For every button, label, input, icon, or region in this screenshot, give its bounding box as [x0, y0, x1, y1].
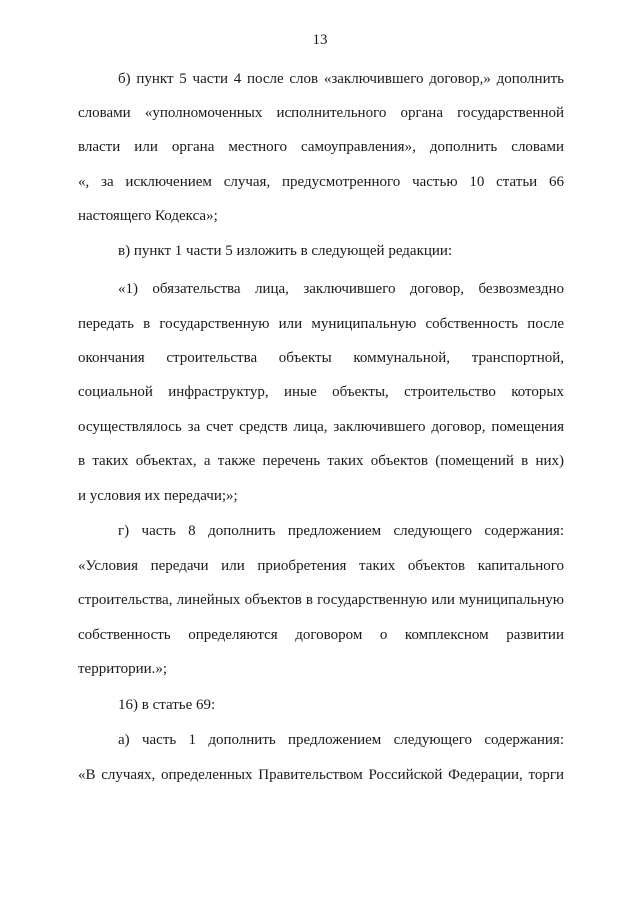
text-line: в) пункт 1 части 5 изложить в следующей редакции:: [118, 243, 453, 259]
text-line: настоящего Кодекса»;: [78, 208, 218, 224]
text-line: в таких объектах, а также перечень таких объектов (помещений в них): [78, 453, 564, 469]
text-line: передать в государственную или муниципальную собственность после: [78, 316, 564, 332]
text-line: «, за исключением случая, предусмотренного частью 10 статьи 66: [78, 174, 564, 190]
text-line: «Условия передачи или приобретения таких объектов капитального: [78, 558, 564, 574]
text-line: социальной инфраструктур, иные объекты, строительство которых: [78, 384, 564, 400]
page-number: 13: [312, 32, 328, 48]
text-line: а) часть 1 дополнить предложением следующего содержания:: [118, 732, 564, 748]
text-line: 16) в статье 69:: [118, 697, 216, 713]
text-line: «В случаях, определенных Правительством Российской Федерации, торги: [78, 767, 564, 783]
text-line: г) часть 8 дополнить предложением следующего содержания:: [118, 523, 564, 539]
text-line: словами «уполномоченных исполнительного органа государственной: [78, 105, 564, 121]
text-line: и условия их передачи;»;: [78, 488, 238, 504]
text-line: окончания строительства объекты коммунальной, транспортной,: [78, 350, 564, 366]
text-line: б) пункт 5 части 4 после слов «заключившего договор,» дополнить: [118, 71, 564, 87]
text-line: собственность определяются договором о комплексном развитии: [78, 627, 564, 643]
text-line: территории.»;: [78, 661, 168, 677]
text-line: осуществлялось за счет средств лица, заключившего договор, помещения: [78, 419, 564, 435]
text-line: «1) обязательства лица, заключившего договор, безвозмездно: [118, 281, 564, 297]
text-line: власти или органа местного самоуправления», дополнить словами: [78, 139, 564, 155]
text-line: строительства, линейных объектов в государственную или муниципальную: [78, 592, 564, 608]
